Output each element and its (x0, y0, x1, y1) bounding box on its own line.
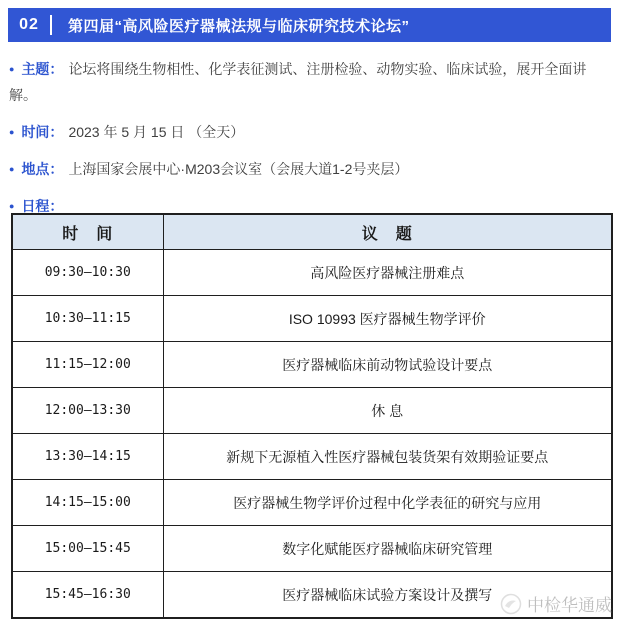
info-line-topic (9, 56, 613, 108)
info-text-topic: 论坛将围绕生物相性、化学表征测试、注册检验、动物实验、临床试验，展开全面讲解。 (9, 61, 587, 103)
table-row (12, 342, 612, 388)
info-label-agenda: 日程： (21, 198, 64, 214)
topic-cell: 数字化赋能医疗器械临床研究管理 (163, 526, 612, 572)
time-cell: 10:30–11:15 (12, 296, 163, 342)
info-label-location: 地点： (21, 161, 64, 177)
section-title: 第四届“高风险医疗器械法规与临床研究技术论坛” (68, 17, 410, 35)
bullet-icon: ● (9, 127, 15, 137)
time-cell: 12:00–13:30 (12, 388, 163, 434)
topic-cell: 新规下无源植入性医疗器械包装货架有效期验证要点 (163, 434, 612, 480)
info-text-location: 上海国家会展中心·M203会议室（会展大道1-2号夹层） (68, 161, 409, 177)
info-line-location (9, 156, 613, 182)
header-divider (50, 15, 52, 35)
topic-cell: 休 息 (163, 388, 612, 434)
bullet-icon: ● (9, 64, 15, 74)
time-cell: 11:15–12:00 (12, 342, 163, 388)
table-header-row (12, 214, 612, 250)
table-row (12, 250, 612, 296)
time-cell: 15:45–16:30 (12, 572, 163, 619)
column-header-topic: 议 题 (163, 214, 612, 250)
info-text-time: 2023 年 5 月 15 日 （全天） (68, 124, 245, 140)
watermark-text: 中检华通威 (527, 596, 612, 615)
table-row (12, 526, 612, 572)
table-row (12, 296, 612, 342)
info-label-topic: 主题： (21, 61, 64, 77)
topic-cell: 医疗器械生物学评价过程中化学表征的研究与应用 (163, 480, 612, 526)
column-header-time: 时 间 (12, 214, 163, 250)
time-cell: 14:15–15:00 (12, 480, 163, 526)
topic-cell: 高风险医疗器械注册难点 (163, 250, 612, 296)
event-info (9, 56, 613, 230)
table-row (12, 572, 612, 619)
time-cell: 15:00–15:45 (12, 526, 163, 572)
info-label-time: 时间： (21, 124, 64, 140)
info-line-time (9, 119, 613, 145)
table-row (12, 434, 612, 480)
topic-cell: ISO 10993 医疗器械生物学评价 (163, 296, 612, 342)
topic-cell: 医疗器械临床试验方案设计及撰写 (163, 572, 612, 619)
bullet-icon: ● (9, 164, 15, 174)
time-cell: 09:30–10:30 (12, 250, 163, 296)
table-row (12, 388, 612, 434)
section-number: 02 (19, 16, 39, 33)
table-row (12, 480, 612, 526)
agenda-table (11, 213, 613, 619)
bullet-icon: ● (9, 201, 15, 211)
time-cell: 13:30–14:15 (12, 434, 163, 480)
section-header-bar (8, 8, 611, 42)
topic-cell: 医疗器械临床前动物试验设计要点 (163, 342, 612, 388)
